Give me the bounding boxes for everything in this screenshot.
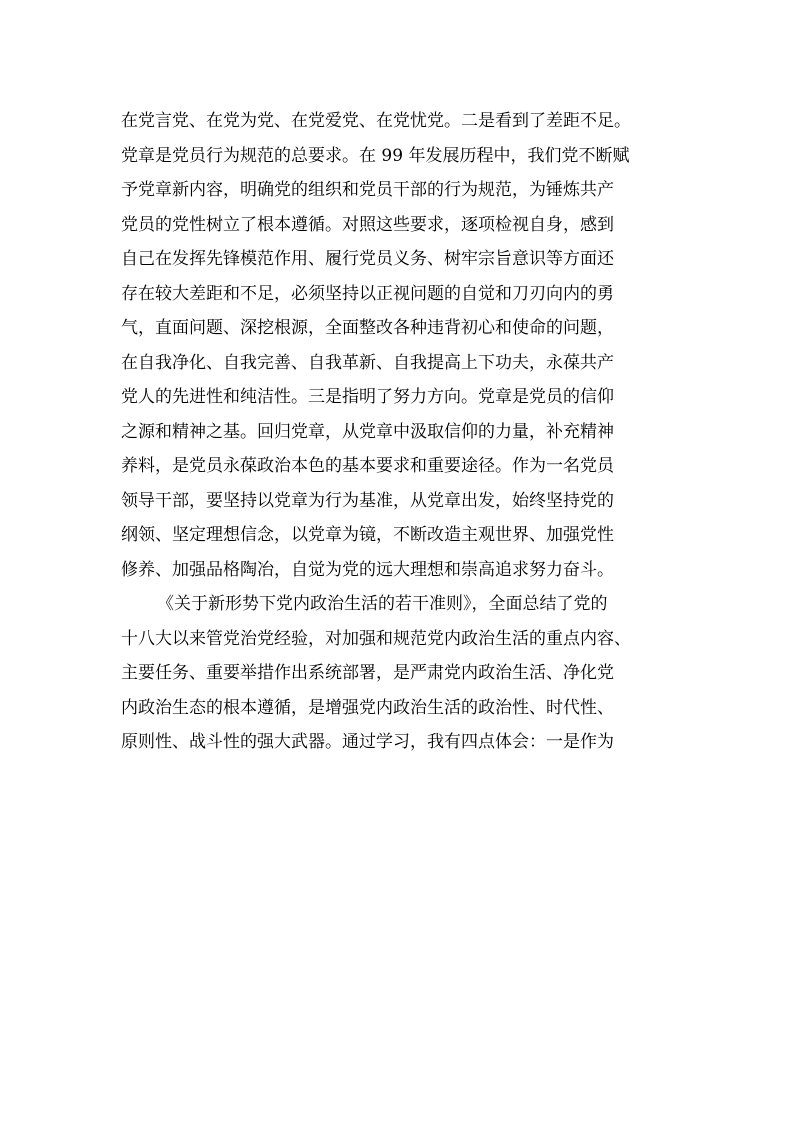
text-line: 养料，是党员永葆政治本色的基本要求和重要途径。作为一名党员 xyxy=(121,456,614,476)
text-line: 十八大以来管党治党经验，对加强和规范党内政治生活的重点内容、 xyxy=(121,628,631,649)
text-line: 存在较大差距和不足，必须坚持以正视问题的自觉和刀刃向内的勇 xyxy=(121,283,614,304)
paragraph-start-line: 《关于新形势下党内政治生活的若干准则》，全面总结了党的 xyxy=(157,594,608,614)
text-line: 党人的先进性和纯洁性。三是指明了努力方向。党章是党员的信仰 xyxy=(121,387,614,407)
text-line: 自己在发挥先锋模范作用、履行党员义务、树牢宗旨意识等方面还 xyxy=(121,249,614,269)
text-line: 修养、加强品格陶冶，自觉为党的远大理想和崇高追求努力奋斗。 xyxy=(121,559,614,580)
text-line: 在自我净化、自我完善、自我革新、自我提高上下功夫，永葆共产 xyxy=(121,352,614,373)
text-line: 在党言党、在党为党、在党爱党、在党忧党。二是看到了差距不足。 xyxy=(121,111,631,131)
text-line: 领导干部，要坚持以党章为行为基准，从党章出发，始终坚持党的 xyxy=(121,490,614,511)
text-line: 主要任务、重要举措作出系统部署，是严肃党内政治生活、净化党 xyxy=(121,663,614,683)
text-line: 予党章新内容，明确党的组织和党员干部的行为规范，为锤炼共产 xyxy=(121,180,614,200)
document-body xyxy=(121,104,691,760)
text-line: 党章是党员行为规范的总要求。在 99 年发展历程中，我们党不断赋 xyxy=(121,145,630,166)
text-line: 纲领、坚定理想信念，以党章为镜，不断改造主观世界、加强党性 xyxy=(121,525,614,545)
text-line: 气，直面问题、深挖根源，全面整改各种违背初心和使命的问题， xyxy=(121,318,614,338)
text-line: 内政治生态的根本遵循，是增强党内政治生活的政治性、时代性、 xyxy=(121,697,614,718)
text-line: 党员的党性树立了根本遵循。对照这些要求，逐项检视自身，感到 xyxy=(121,214,614,235)
text-line: 原则性、战斗性的强大武器。通过学习，我有四点体会：一是作为 xyxy=(121,732,614,752)
text-line: 之源和精神之基。回归党章，从党章中汲取信仰的力量，补充精神 xyxy=(121,421,614,442)
